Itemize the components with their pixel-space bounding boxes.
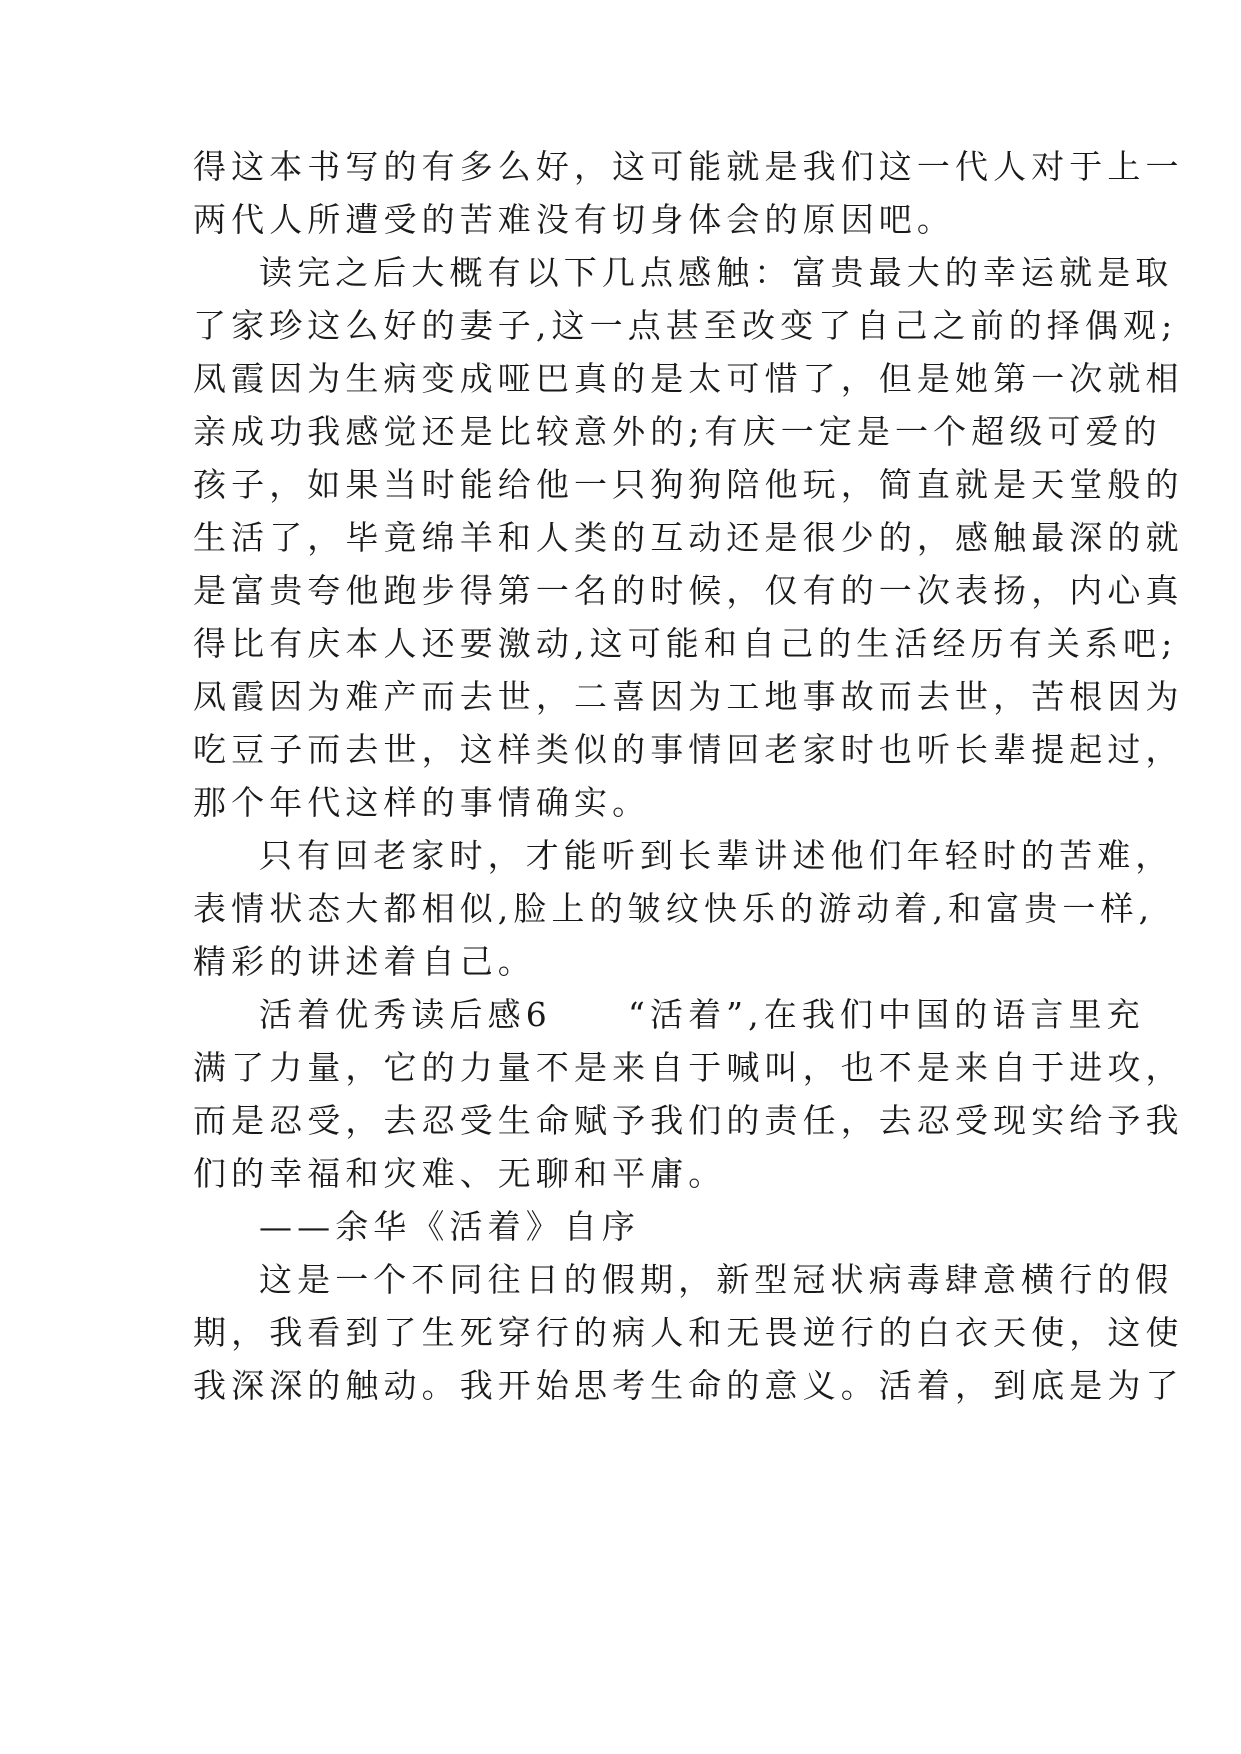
text-line: 凤霞因为生病变成哑巴真的是太可惜了，但是她第一次就相 bbox=[193, 359, 1184, 398]
text-line: 了家珍这么好的妻子,这一点甚至改变了自己之前的择偶观; bbox=[193, 306, 1178, 345]
text-line: 吃豆子而去世，这样类似的事情回老家时也听长辈提起过， bbox=[193, 730, 1184, 769]
text-line: 精彩的讲述着自己。 bbox=[193, 942, 536, 981]
text-line: 是富贵夸他跑步得第一名的时候，仅有的一次表扬，内心真 bbox=[193, 571, 1184, 610]
text-line: 期，我看到了生死穿行的病人和无畏逆行的白衣天使，这使 bbox=[193, 1313, 1184, 1352]
paragraph-start-line: 这是一个不同往日的假期，新型冠状病毒肆意横行的假 bbox=[259, 1260, 1174, 1299]
text-line: 们的幸福和灾难、无聊和平庸。 bbox=[193, 1154, 727, 1193]
text-line: 得比有庆本人还要激动,这可能和自己的生活经历有关系吧; bbox=[193, 624, 1178, 663]
section-heading-line: 活着优秀读后感6 “活着”,在我们中国的语言里充 bbox=[259, 995, 1145, 1034]
text-line: 凤霞因为难产而去世，二喜因为工地事故而去世，苦根因为 bbox=[193, 677, 1184, 716]
text-line: 得这本书写的有多么好，这可能就是我们这一代人对于上一 bbox=[193, 147, 1184, 186]
text-line: 孩子，如果当时能给他一只狗狗陪他玩，简直就是天堂般的 bbox=[193, 465, 1184, 504]
text-line: 而是忍受，去忍受生命赋予我们的责任，去忍受现实给予我 bbox=[193, 1101, 1184, 1140]
text-line: 生活了，毕竟绵羊和人类的互动还是很少的，感触最深的就 bbox=[193, 518, 1184, 557]
quote-attribution: ——余华《活着》自序 bbox=[259, 1207, 640, 1246]
paragraph-start-line: 只有回老家时，才能听到长辈讲述他们年轻时的苦难， bbox=[259, 836, 1174, 875]
text-line: 表情状态大都相似,脸上的皱纹快乐的游动着,和富贵一样, bbox=[193, 889, 1155, 928]
text-line: 亲成功我感觉还是比较意外的;有庆一定是一个超级可爱的 bbox=[193, 412, 1162, 451]
text-line: 我深深的触动。我开始思考生命的意义。活着，到底是为了 bbox=[193, 1366, 1184, 1405]
text-line: 满了力量，它的力量不是来自于喊叫，也不是来自于进攻， bbox=[193, 1048, 1184, 1087]
paragraph-start-line: 读完之后大概有以下几点感触：富贵最大的幸运就是取 bbox=[259, 253, 1174, 292]
text-line: 那个年代这样的事情确实。 bbox=[193, 783, 651, 822]
text-line: 两代人所遭受的苦难没有切身体会的原因吧。 bbox=[193, 200, 955, 239]
